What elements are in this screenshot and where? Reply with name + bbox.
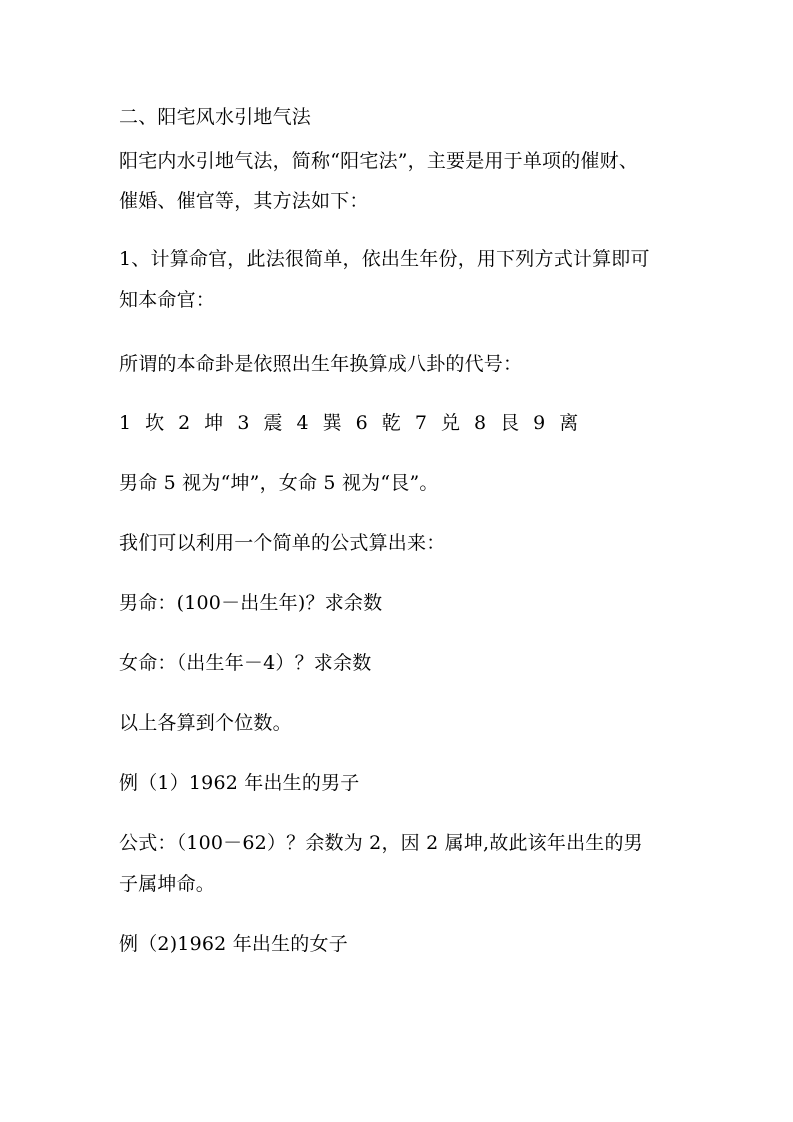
paragraph-line: 催婚、催官等，其方法如下：	[119, 190, 369, 212]
formula-line-female: 女命：（出生年－4）？求余数	[119, 652, 372, 674]
paragraph-line: 所谓的本命卦是依照出生年换算成八卦的代号：	[119, 353, 523, 375]
paragraph-line: 公式：（100－62）？余数为 2，因 2 属坤,故此该年出生的男	[119, 832, 643, 854]
paragraph-line: 以上各算到个位数。	[119, 712, 292, 734]
formula-line-male: 男命：(100－出生年)？求余数	[119, 592, 383, 614]
paragraph-line: 男命 5 视为“坤”，女命 5 视为“艮”。	[119, 472, 439, 494]
example-heading: 例（2)1962 年出生的女子	[119, 933, 348, 955]
paragraph-line: 我们可以利用一个简单的公式算出来：	[119, 532, 446, 554]
example-heading: 例（1）1962 年出生的男子	[119, 772, 360, 794]
paragraph-line: 1、计算命官，此法很简单，依出生年份，用下列方式计算即可	[119, 248, 650, 270]
paragraph-line: 阳宅内水引地气法，简称“阳宅法”，主要是用于单项的催财、	[119, 150, 639, 172]
paragraph-line: 子属坤命。	[119, 873, 216, 895]
section-heading: 二、阳宅风水引地气法	[119, 106, 312, 128]
trigram-code-list: 1 坎 2 坤 3 震 4 巽 6 乾 7 兑 8 艮 9 离	[119, 412, 583, 434]
paragraph-line: 知本命官：	[119, 289, 216, 311]
